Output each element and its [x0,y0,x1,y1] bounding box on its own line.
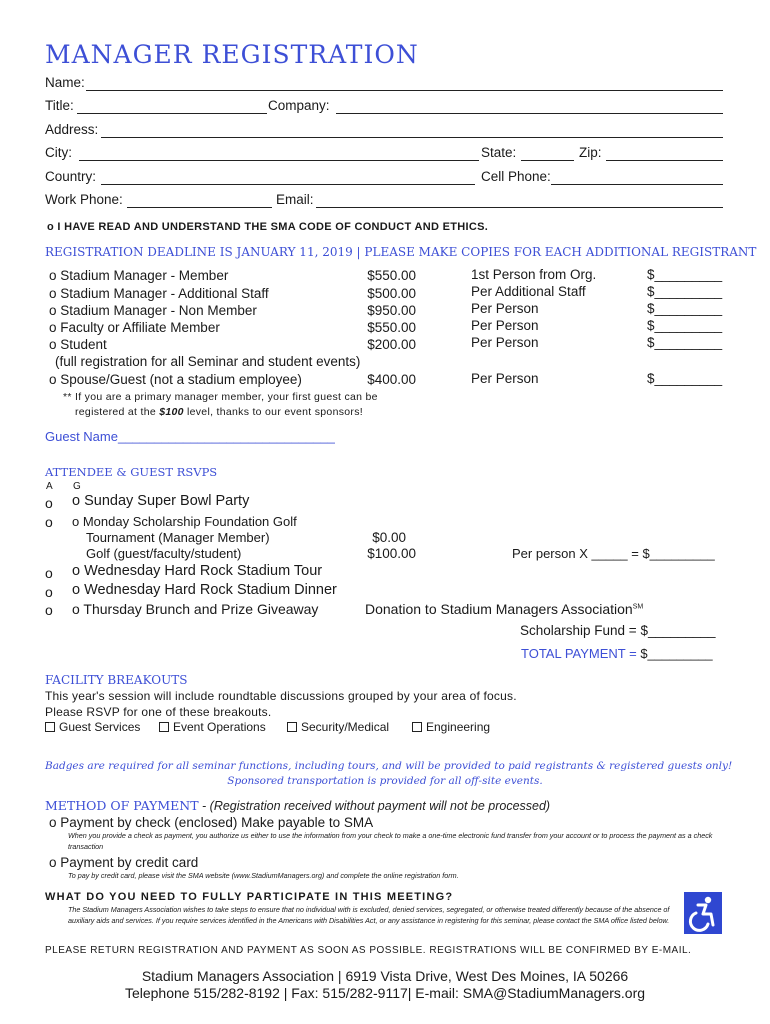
attendee-checkbox-dinner[interactable]: o [45,584,53,600]
attendee-column-label: A [46,481,53,492]
country-label: Country: [45,169,97,184]
event-wednesday-dinner[interactable]: o Wednesday Hard Rock Stadium Dinner [72,582,337,598]
badges-note-2: Sponsored transportation is provided for all off-site events. [227,775,543,787]
address-field[interactable] [101,137,723,138]
price-spouse-guest: $400.00 [367,372,416,387]
code-of-conduct-checkbox[interactable]: o I HAVE READ AND UNDERSTAND THE SMA CODE OF CONDUCT AND ETHICS. [47,221,489,233]
breakout-event-operations[interactable]: Event Operations [159,720,266,734]
amount-spouse-guest[interactable]: $_________ [647,371,723,386]
payment-by-card[interactable]: o Payment by credit card [49,855,199,870]
badges-note-1: Badges are required for all seminar functions, including tours, and will be provided to paid registrants & registered guests only! [45,760,733,772]
event-sunday[interactable]: o Sunday Super Bowl Party [72,493,250,509]
cell-field[interactable] [551,184,723,185]
state-label: State: [481,145,517,160]
checkbox-icon [287,722,297,732]
country-field[interactable] [101,184,475,185]
price-golf-guest: $100.00 [367,546,416,561]
title-label: Title: [45,98,74,113]
attendee-checkbox-thursday[interactable]: o [45,602,53,618]
state-field[interactable] [521,160,574,161]
breakouts-line2: Please RSVP for one of these breakouts. [45,705,272,719]
event-thursday[interactable]: o Thursday Brunch and Prize Giveaway [72,601,319,617]
per-manager-member: 1st Person from Org. [471,267,597,282]
breakout-guest-services[interactable]: Guest Services [45,720,140,734]
per-student: Per Person [471,335,539,350]
total-payment[interactable]: TOTAL PAYMENT = $_________ [521,646,713,661]
option-spouse-guest[interactable]: o Spouse/Guest (not a stadium employee) [49,372,302,387]
title-field[interactable] [77,113,267,114]
event-monday[interactable]: o Monday Scholarship Foundation Golf [72,514,297,529]
city-label: City: [45,145,72,160]
work-phone-label: Work Phone: [45,192,123,207]
price-non-member: $950.00 [367,303,416,318]
option-student[interactable]: o Student [49,337,107,352]
check-note: When you provide a check as payment, you authorize us either to use the information from your check to make a one-time electronic fund transfer from your account or to process the payment as a check transaction [68,831,713,851]
accessibility-icon [684,892,722,934]
attendee-checkbox-monday[interactable]: o [45,514,53,530]
option-faculty[interactable]: o Faculty or Affiliate Member [49,320,220,335]
scholarship-fund-field[interactable]: Scholarship Fund = $_________ [520,623,716,638]
attendee-checkbox-tour[interactable]: o [45,565,53,581]
page-title: MANAGER REGISTRATION [45,40,419,69]
amount-manager-member[interactable]: $_________ [647,267,723,282]
price-student: $200.00 [367,337,416,352]
option-non-member[interactable]: o Stadium Manager - Non Member [49,303,257,318]
address-label: Address: [45,122,99,137]
email-label: Email: [276,192,314,207]
company-field[interactable] [336,113,723,114]
event-golf-guest: Golf (guest/faculty/student) [86,546,242,561]
amount-faculty[interactable]: $_________ [647,318,723,333]
amount-additional-staff[interactable]: $_________ [647,284,723,299]
per-non-member: Per Person [471,301,539,316]
footer-contact: Telephone 515/282-8192 | Fax: 515/282-9117| E-mail: SMA@StadiumManagers.org [124,985,646,1001]
price-faculty: $550.00 [367,320,416,335]
option-manager-member[interactable]: o Stadium Manager - Member [49,268,229,283]
checkbox-icon [159,722,169,732]
registration-deadline: REGISTRATION DEADLINE IS JANUARY 11, 2019 | PLEASE MAKE COPIES FOR EACH ADDITIONAL REGISTRANT [45,245,757,259]
payment-heading: METHOD OF PAYMENT - (Registration received without payment will not be processed) [45,798,551,813]
event-tournament: Tournament (Manager Member) [86,530,270,545]
student-note: (full registration for all Seminar and student events) [55,354,361,369]
amount-student[interactable]: $_________ [647,335,723,350]
option-additional-staff[interactable]: o Stadium Manager - Additional Staff [49,286,269,301]
breakout-security-medical[interactable]: Security/Medical [287,720,389,734]
per-spouse-guest: Per Person [471,371,539,386]
zip-label: Zip: [579,145,602,160]
guest-name-field[interactable]: Guest Name______________________________ [45,429,335,444]
zip-field[interactable] [606,160,723,161]
card-note: To pay by credit card, please visit the SMA website (www.StadiumManagers.org) and complete the online registration form. [68,871,459,880]
name-label: Name: [45,75,85,90]
guest-note-1: ** If you are a primary manager member, your first guest can be [63,391,378,403]
city-field[interactable] [79,160,479,161]
participate-note: The Stadium Managers Association wishes to take steps to ensure that no individual with is excluded, denied services, segregated, or otherwise treated differently because of the absence of auxiliary aids and services. If you require services identified in the Americans with Disabilities Act, or any assistance in registering for this seminar, please contact the SMA office listed below. [68,905,670,925]
per-person-calc[interactable]: Per person X _____ = $_________ [512,546,715,561]
company-label: Company: [268,98,330,113]
rsvp-heading: ATTENDEE & GUEST RSVPS [45,465,218,479]
participate-heading: WHAT DO YOU NEED TO FULLY PARTICIPATE IN THIS MEETING? [45,891,454,903]
attendee-checkbox-sunday[interactable]: o [45,495,53,511]
price-additional-staff: $500.00 [367,286,416,301]
breakout-engineering[interactable]: Engineering [412,720,490,734]
footer-address: Stadium Managers Association | 6919 Vista Drive, West Des Moines, IA 50266 [141,968,629,984]
guest-column-label: G [73,481,81,492]
name-field[interactable] [86,90,723,91]
guest-note-2: registered at the $100 level, thanks to our event sponsors! [75,406,363,418]
work-phone-field[interactable] [127,207,272,208]
breakouts-line1: This year's session will include roundtable discussions grouped by your area of focus. [45,689,517,703]
donation-label: Donation to Stadium Managers Association℠ [365,601,644,617]
email-field[interactable] [316,207,723,208]
per-faculty: Per Person [471,318,539,333]
checkbox-icon [412,722,422,732]
cell-label: Cell Phone: [481,169,551,184]
checkbox-icon [45,722,55,732]
breakouts-heading: FACILITY BREAKOUTS [45,673,188,687]
price-golf-manager: $0.00 [372,530,406,545]
event-wednesday-tour[interactable]: o Wednesday Hard Rock Stadium Tour [72,563,323,579]
price-manager-member: $550.00 [367,268,416,283]
per-additional-staff: Per Additional Staff [471,284,586,299]
amount-non-member[interactable]: $_________ [647,301,723,316]
payment-by-check[interactable]: o Payment by check (enclosed) Make payable to SMA [49,815,374,830]
return-note: PLEASE RETURN REGISTRATION AND PAYMENT AS SOON AS POSSIBLE. REGISTRATIONS WILL BE CONFIRMED BY E-MAIL. [45,945,692,956]
